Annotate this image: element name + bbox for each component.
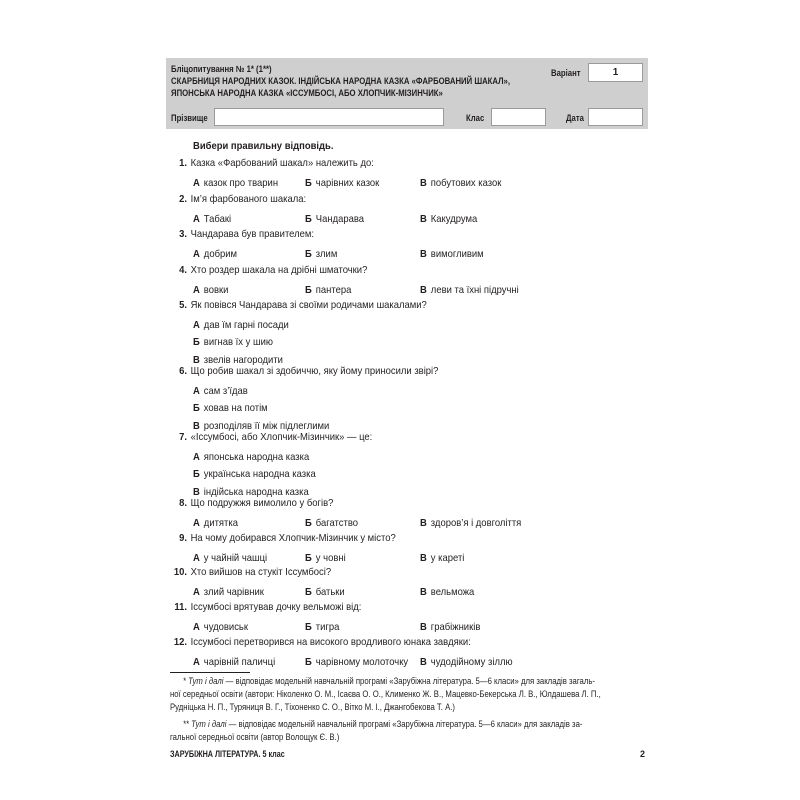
question-text: Як повівся Чандарава зі своїми родичами шакалами? bbox=[190, 299, 427, 311]
option-text: злий чарівник bbox=[203, 585, 264, 598]
question-number: 12. bbox=[173, 636, 187, 648]
option-letter: В bbox=[420, 247, 427, 260]
option-letter: Б bbox=[305, 585, 312, 598]
surname-field[interactable] bbox=[214, 108, 444, 126]
answer-option[interactable] bbox=[193, 586, 264, 598]
answer-option[interactable] bbox=[193, 656, 275, 668]
question-text: Що робив шакал зі здобиччю, яку йому приносили звірі? bbox=[190, 365, 439, 377]
footnote-2-line-1 bbox=[170, 718, 617, 731]
answer-option[interactable] bbox=[305, 621, 339, 633]
quiz-header bbox=[166, 58, 648, 129]
answer-option[interactable] bbox=[420, 284, 519, 296]
class-label: Клас bbox=[466, 113, 485, 123]
option-letter: Б bbox=[193, 402, 200, 414]
option-text: звелів нагородити bbox=[203, 353, 283, 366]
answer-option[interactable] bbox=[420, 621, 480, 633]
answer-option[interactable] bbox=[305, 177, 379, 189]
option-letter: Б bbox=[305, 247, 312, 260]
option-text: у чайній чашці bbox=[203, 551, 268, 564]
option-text: тигра bbox=[315, 620, 340, 633]
option-letter: Б bbox=[305, 655, 312, 668]
option-text: у кареті bbox=[430, 551, 465, 564]
page-number: 2 bbox=[640, 749, 646, 759]
option-text: японська народна казка bbox=[203, 450, 310, 463]
option-text: дав їм гарні посади bbox=[203, 318, 289, 331]
question-number: 5. bbox=[179, 299, 187, 311]
option-text: здоров’я і довголіття bbox=[430, 516, 522, 529]
option-letter: А bbox=[193, 318, 200, 331]
answer-option[interactable] bbox=[193, 385, 248, 397]
footnote-2-text: — відповідає модельній навчальній програмі «Зарубіжна література. 5—6 класи» для закладів за- bbox=[226, 719, 583, 729]
answer-option[interactable] bbox=[193, 336, 273, 348]
option-letter: А bbox=[193, 516, 200, 529]
question-text: Що подружжя вимолило у богів? bbox=[190, 497, 334, 509]
option-letter: Б bbox=[193, 336, 200, 348]
option-letter: Б bbox=[193, 468, 200, 480]
option-letter: Б bbox=[305, 212, 312, 225]
footnote-1-line-3: Рудніцька Н. П., Туряниця В. Г., Тіхоненко С. О., Вітко М. І., Джангобекова Т. А.) bbox=[170, 702, 456, 712]
option-text: батьки bbox=[315, 585, 345, 598]
question-text: Ім’я фарбованого шакала: bbox=[190, 193, 307, 205]
answer-option[interactable] bbox=[193, 451, 309, 463]
option-text: Какудрума bbox=[430, 212, 478, 225]
option-letter: Б bbox=[305, 551, 312, 564]
option-letter: А bbox=[193, 283, 200, 296]
question-number: 6. bbox=[179, 365, 187, 377]
option-text: добрим bbox=[203, 247, 238, 260]
option-letter: В bbox=[420, 655, 427, 668]
option-letter: В bbox=[420, 620, 427, 633]
answer-option[interactable] bbox=[193, 552, 267, 564]
option-letter: Б bbox=[305, 283, 312, 296]
footnote-2-mark: ** Тут і далі bbox=[182, 719, 227, 729]
quiz-title-line-1: СКАРБНИЦЯ НАРОДНИХ КАЗОК. ІНДІЙСЬКА НАРОДНА КАЗКА «ФАРБОВАНИЙ ШАКАЛ», bbox=[171, 76, 510, 86]
surname-label: Прізвище bbox=[171, 113, 208, 123]
question-text: Іссумбосі врятував дочку вельможі від: bbox=[190, 601, 362, 613]
option-text: Чандарава bbox=[315, 212, 365, 225]
footnote-2 bbox=[170, 718, 617, 744]
answer-option[interactable] bbox=[193, 621, 248, 633]
answer-option[interactable] bbox=[193, 468, 316, 480]
question-text: Хто роздер шакала на дрібні шматочки? bbox=[190, 264, 368, 276]
date-label: Дата bbox=[566, 113, 584, 123]
option-text: вимогливим bbox=[430, 247, 484, 260]
answer-option[interactable] bbox=[305, 213, 364, 225]
option-text: вельможа bbox=[430, 585, 475, 598]
option-text: дитятка bbox=[203, 516, 238, 529]
question-text: На чому добирався Хлопчик-Мізинчик у місто? bbox=[190, 532, 396, 544]
option-letter: Б bbox=[305, 516, 312, 529]
option-text: багатство bbox=[315, 516, 358, 529]
footnote-divider bbox=[170, 672, 250, 673]
option-text: ховав на потім bbox=[203, 402, 268, 414]
option-text: Табакі bbox=[203, 212, 232, 225]
quiz-title-line-2: ЯПОНСЬКА НАРОДНА КАЗКА «ІССУМБОСІ, АБО ХЛОПЧИК-МІЗИНЧИК» bbox=[171, 88, 443, 98]
class-field[interactable] bbox=[491, 108, 546, 126]
question-number: 10. bbox=[173, 566, 187, 578]
book-title: ЗАРУБІЖНА ЛІТЕРАТУРА. 5 клас bbox=[170, 749, 285, 759]
option-text: сам з’їдав bbox=[203, 384, 248, 397]
answer-option[interactable] bbox=[305, 284, 351, 296]
answer-option[interactable] bbox=[305, 656, 408, 668]
footnote-1-text: — відповідає модельній навчальній програмі «Зарубіжна література. 5—6 класи» для закладів загаль- bbox=[223, 676, 595, 686]
option-letter: А bbox=[193, 551, 200, 564]
question-text: «Іссумбосі, або Хлопчик-Мізинчик» — це: bbox=[190, 431, 373, 443]
option-text: індійська народна казка bbox=[203, 485, 309, 498]
option-letter: В bbox=[193, 419, 200, 432]
answer-option[interactable] bbox=[193, 177, 278, 189]
option-text: українська народна казка bbox=[203, 468, 316, 480]
answer-option[interactable] bbox=[305, 552, 346, 564]
option-text: чарівних казок bbox=[315, 176, 380, 189]
answer-option[interactable] bbox=[420, 248, 484, 260]
question-number: 3. bbox=[179, 228, 187, 240]
option-text: розподіляв її між підлеглими bbox=[203, 419, 330, 432]
answer-option[interactable] bbox=[193, 213, 231, 225]
option-text: грабіжників bbox=[430, 620, 481, 633]
option-text: чудодійному зіллю bbox=[430, 655, 513, 668]
option-text: пантера bbox=[315, 283, 352, 296]
footnote-1-mark: * Тут і далі bbox=[182, 676, 224, 686]
option-letter: В bbox=[420, 516, 427, 529]
option-text: казок про тварин bbox=[203, 176, 279, 189]
answer-option[interactable] bbox=[305, 586, 345, 598]
answer-option[interactable] bbox=[305, 248, 337, 260]
answer-option[interactable] bbox=[305, 517, 358, 529]
variant-field[interactable]: 1 bbox=[588, 63, 643, 82]
question-text: Іссумбосі перетворився на високого вродливого юнака завдяки: bbox=[190, 636, 471, 648]
option-text: чарівній паличці bbox=[203, 655, 276, 668]
footnote-1-line-1 bbox=[170, 675, 617, 688]
answer-option[interactable] bbox=[420, 213, 477, 225]
answer-option[interactable] bbox=[193, 402, 268, 414]
question-number: 9. bbox=[179, 532, 187, 544]
answer-option[interactable] bbox=[420, 656, 513, 668]
option-letter: А bbox=[193, 212, 200, 225]
option-letter: А bbox=[193, 450, 200, 463]
answer-option[interactable] bbox=[193, 486, 309, 498]
question-number: 8. bbox=[179, 497, 187, 509]
option-letter: А bbox=[193, 655, 200, 668]
option-letter: В bbox=[420, 585, 427, 598]
answer-option[interactable] bbox=[420, 177, 501, 189]
variant-label: Варіант bbox=[551, 68, 581, 78]
question-number: 7. bbox=[179, 431, 187, 443]
footnote-2-line-2: гальної середньої освіти (автор Волощук Є. В.) bbox=[170, 732, 340, 742]
footnote-1 bbox=[170, 675, 617, 714]
question-number: 1. bbox=[179, 157, 187, 169]
instruction: Вибери правильну відповідь. bbox=[193, 140, 334, 152]
answer-option[interactable] bbox=[193, 354, 283, 366]
option-text: вигнав їх у шию bbox=[203, 336, 273, 348]
answer-option[interactable] bbox=[193, 517, 238, 529]
answer-option[interactable] bbox=[193, 420, 329, 432]
option-letter: А bbox=[193, 620, 200, 633]
answer-option[interactable] bbox=[193, 319, 289, 331]
option-letter: В bbox=[420, 551, 427, 564]
option-letter: А bbox=[193, 176, 200, 189]
question-number: 2. bbox=[179, 193, 187, 205]
option-text: вовки bbox=[203, 283, 229, 296]
question-text: Чандарава був правителем: bbox=[190, 228, 315, 240]
question-number: 4. bbox=[179, 264, 187, 276]
option-letter: А bbox=[193, 585, 200, 598]
question-number: 11. bbox=[174, 601, 187, 613]
option-letter: Б bbox=[305, 620, 312, 633]
option-letter: А bbox=[193, 384, 200, 397]
option-text: злим bbox=[315, 247, 338, 260]
option-letter: Б bbox=[305, 176, 312, 189]
option-text: леви та їхні підручні bbox=[430, 283, 519, 296]
option-letter: А bbox=[193, 247, 200, 260]
answer-option[interactable] bbox=[420, 517, 521, 529]
answer-option[interactable] bbox=[420, 586, 474, 598]
option-text: чарівному молоточку bbox=[315, 655, 409, 668]
date-field[interactable] bbox=[588, 108, 643, 126]
option-letter: В bbox=[420, 176, 427, 189]
option-text: чудовиськ bbox=[203, 620, 248, 633]
option-text: у човні bbox=[315, 551, 346, 564]
option-letter: В bbox=[193, 485, 200, 498]
answer-option[interactable] bbox=[193, 284, 228, 296]
footnote-1-line-2: ної середньої освіти (автори: Ніколенко О. М., Ісаєва О. О., Клименко Ж. В., Мацевко-Бекерська Л. В., Юлдашева Л. П., bbox=[170, 689, 601, 699]
question-text: Казка «Фарбований шакал» належить до: bbox=[190, 157, 374, 169]
answer-option[interactable] bbox=[193, 248, 237, 260]
option-letter: В bbox=[193, 353, 200, 366]
question-text: Хто вийшов на стукіт Іссумбосі? bbox=[190, 566, 332, 578]
option-text: побутових казок bbox=[430, 176, 502, 189]
option-letter: В bbox=[420, 212, 427, 225]
answer-option[interactable] bbox=[420, 552, 464, 564]
quiz-number: Бліцопитування № 1* (1**) bbox=[171, 64, 272, 74]
option-letter: В bbox=[420, 283, 427, 296]
